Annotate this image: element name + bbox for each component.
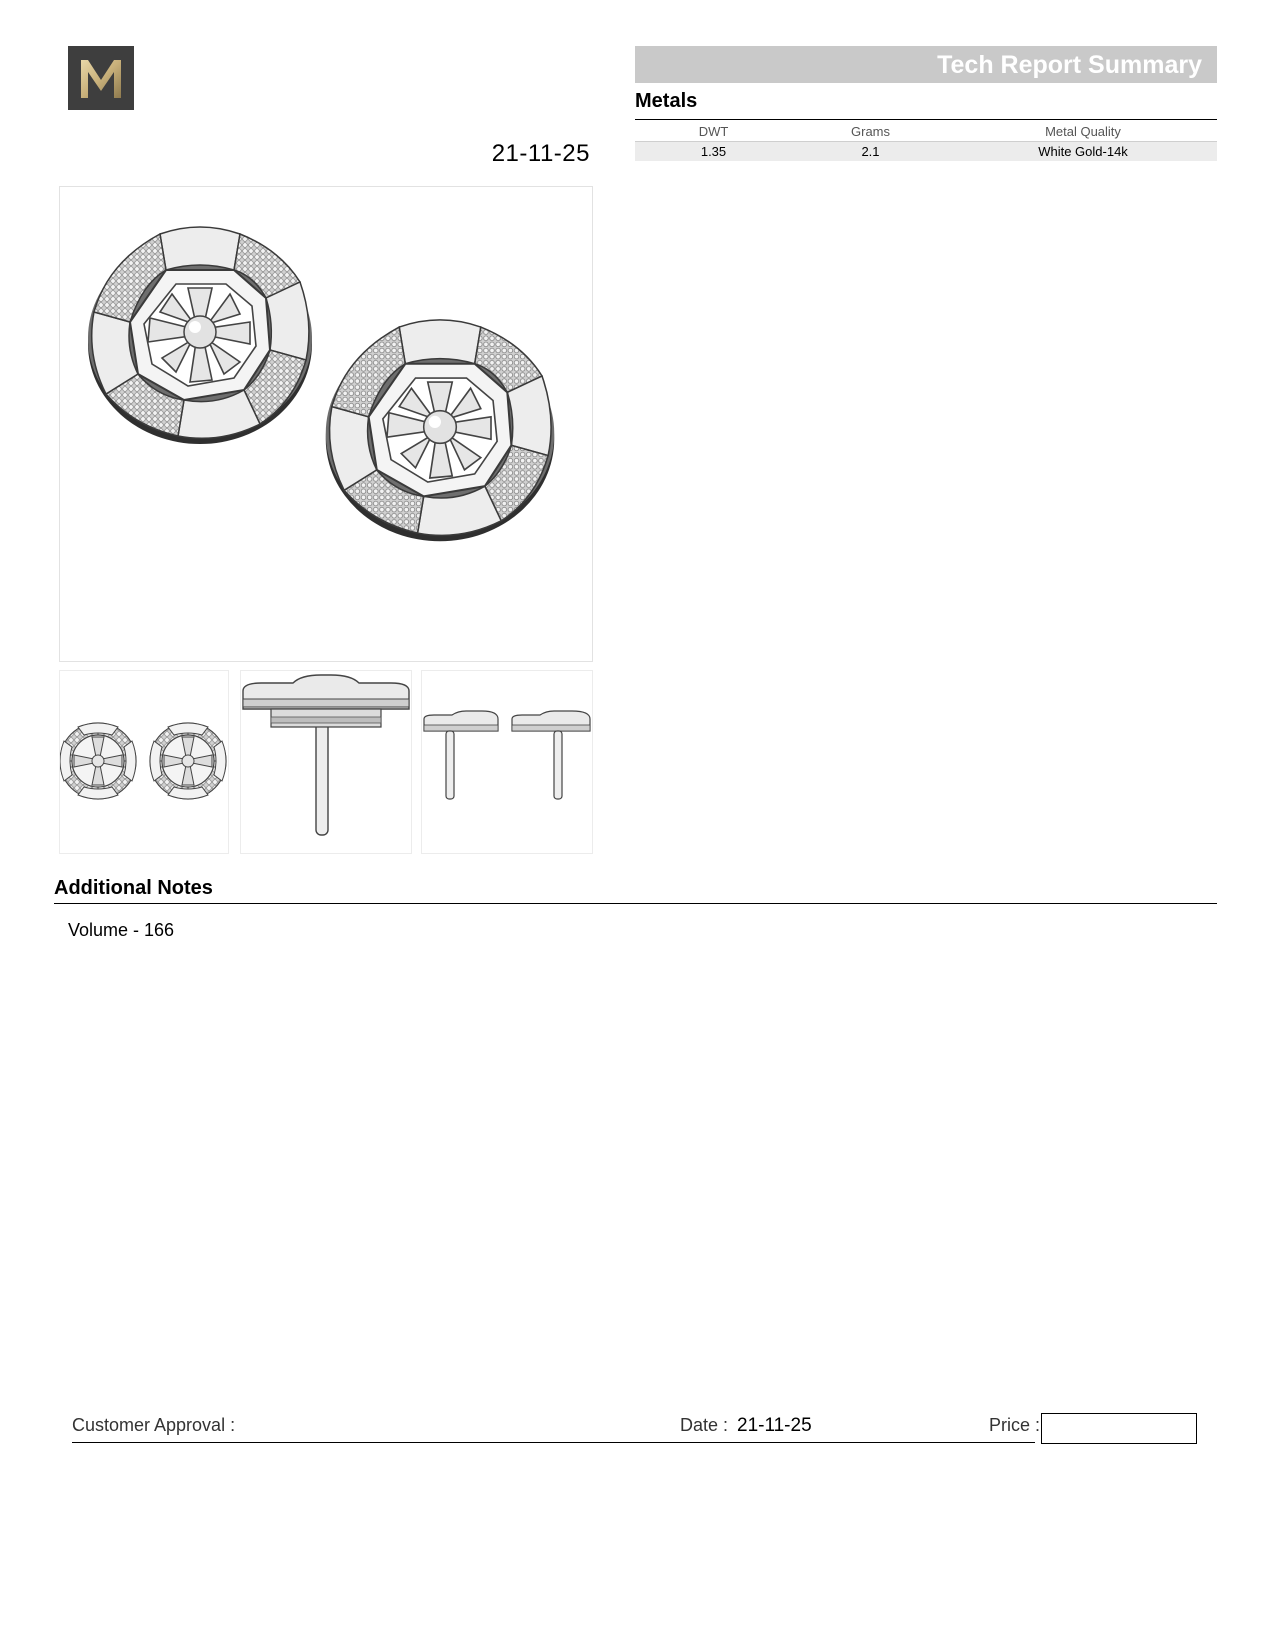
thumbnail-top-view[interactable]: [59, 670, 229, 854]
earring-pair-side-view-image: [422, 671, 592, 853]
metals-heading: Metals: [635, 90, 698, 112]
column-header-dwt: DWT: [635, 122, 792, 142]
column-header-metal-quality: Metal Quality: [949, 122, 1217, 142]
price-label: Price :: [989, 1415, 1041, 1435]
thumbnail-pair-side-view[interactable]: [421, 670, 593, 854]
thumbnail-side-view[interactable]: [240, 670, 412, 854]
column-header-grams: Grams: [792, 122, 949, 142]
metals-header-row: [635, 122, 1217, 142]
approval-signature-line[interactable]: [72, 1442, 1035, 1443]
company-logo: [68, 46, 134, 110]
earring-side-view-image: [241, 671, 411, 853]
earring-pair-perspective-image: [60, 187, 592, 661]
cell-metal-quality: White Gold-14k: [949, 142, 1217, 162]
notes-heading: Additional Notes: [54, 877, 213, 899]
approval-date-label: Date :: [680, 1415, 729, 1435]
notes-divider: [54, 903, 1217, 904]
cell-grams: 2.1: [792, 142, 949, 162]
notes-text: Volume - 166: [68, 920, 175, 940]
main-product-view: [59, 186, 593, 662]
approval-date-value: 21-11-25: [737, 1415, 812, 1436]
cell-dwt: 1.35: [635, 142, 792, 162]
metals-divider: [635, 119, 1217, 120]
customer-approval-label: Customer Approval :: [72, 1415, 236, 1435]
report-title: Tech Report Summary: [937, 51, 1202, 79]
table-row: [635, 142, 1217, 162]
logo-m-mark: [77, 56, 125, 100]
report-date: 21-11-25: [491, 140, 590, 167]
price-input-box[interactable]: [1041, 1413, 1197, 1444]
title-bar: [635, 46, 1217, 83]
metals-table: [635, 122, 1217, 161]
earring-top-view-image: [60, 671, 228, 853]
